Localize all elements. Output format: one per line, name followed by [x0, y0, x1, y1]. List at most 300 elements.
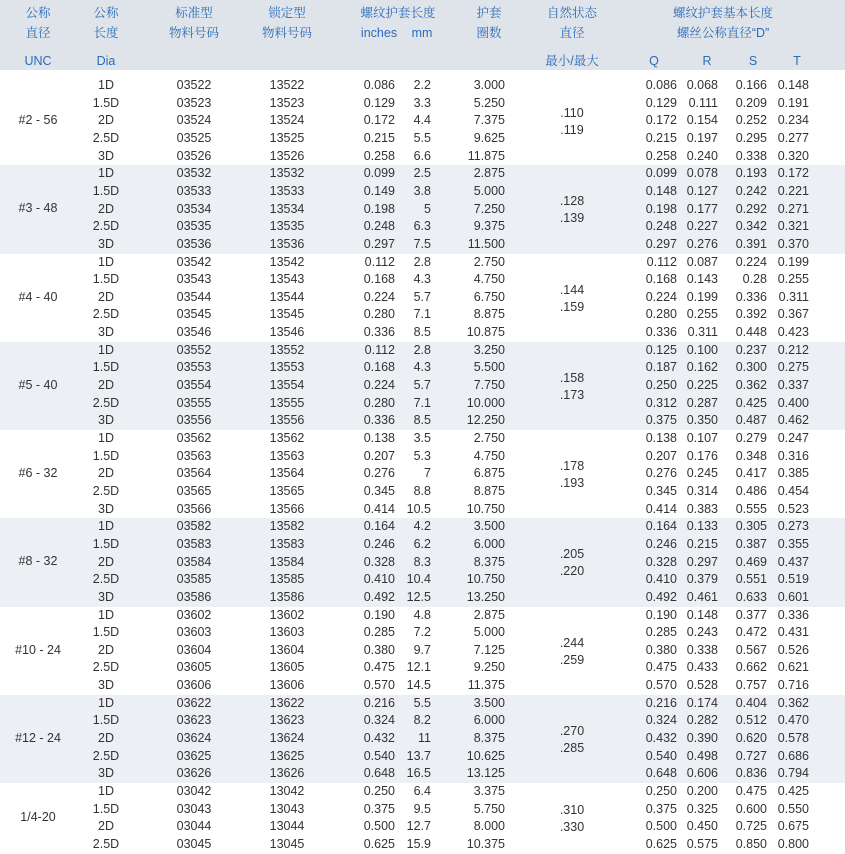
cell-length: 1.5D — [92, 183, 120, 198]
cell-s: 0.336 — [735, 289, 767, 304]
cell-q: 0.414 — [645, 501, 677, 516]
header-free-diameter-line2: 直径 — [559, 26, 585, 40]
cell-coils: 7.250 — [473, 201, 505, 216]
cell-standard-part: 03623 — [176, 713, 212, 728]
cell-mm: 8.5 — [413, 413, 431, 428]
cell-q: 0.312 — [645, 395, 677, 410]
cell-q: 0.224 — [645, 289, 677, 304]
cell-q: 0.248 — [645, 219, 677, 234]
cell-coils: 6.000 — [473, 536, 505, 551]
cell-r: 0.199 — [686, 289, 718, 304]
cell-mm: 2.5 — [413, 166, 431, 181]
cell-mm: 4.4 — [413, 113, 431, 128]
cell-standard-part: 03556 — [176, 413, 212, 428]
cell-standard-part: 03583 — [176, 536, 212, 551]
cell-q: 0.375 — [645, 801, 677, 816]
cell-locking-part: 13586 — [269, 589, 305, 604]
cell-s: 0.300 — [735, 360, 767, 375]
cell-standard-part: 03522 — [176, 78, 212, 92]
cell-q: 0.328 — [645, 554, 677, 569]
cell-standard-part: 03554 — [176, 378, 212, 393]
cell-length: 3D — [98, 236, 114, 251]
cell-length: 2D — [98, 642, 114, 657]
cell-standard-part: 03563 — [176, 448, 212, 463]
cell-standard-part: 03605 — [176, 660, 212, 675]
cell-s: 0.193 — [735, 166, 767, 181]
cell-length: 2.5D — [92, 395, 120, 410]
cell-t: 0.221 — [777, 183, 809, 198]
cell-free-min: .310 — [559, 803, 585, 818]
cell-r: 0.243 — [686, 625, 718, 640]
cell-length: 1D — [98, 519, 114, 534]
cell-t: 0.470 — [777, 713, 809, 728]
cell-s: 0.166 — [735, 78, 767, 92]
cell-t: 0.316 — [777, 448, 809, 463]
cell-free-max: .330 — [559, 820, 585, 835]
cell-mm: 4.3 — [413, 360, 431, 375]
cell-r: 0.087 — [686, 254, 718, 269]
cell-free-min: .244 — [559, 635, 585, 650]
cell-locking-part: 13563 — [269, 448, 305, 463]
cell-t: 0.191 — [777, 95, 809, 110]
cell-q: 0.207 — [645, 448, 677, 463]
header-length-line2: 长度 — [93, 26, 119, 40]
cell-r: 0.379 — [686, 572, 718, 587]
cell-s: 0.850 — [735, 836, 767, 851]
cell-length: 2.5D — [92, 748, 120, 763]
cell-free-max: .285 — [559, 740, 585, 755]
cell-length: 3D — [98, 678, 114, 693]
cell-standard-part: 03586 — [176, 589, 212, 604]
cell-r: 0.068 — [686, 78, 718, 92]
cell-coils: 8.875 — [473, 483, 505, 498]
cell-mm: 6.4 — [413, 784, 431, 798]
cell-length: 2.5D — [92, 660, 120, 675]
cell-s: 0.362 — [735, 378, 767, 393]
cell-r: 0.276 — [686, 236, 718, 251]
cell-locking-part: 13526 — [269, 148, 305, 163]
cell-coils: 10.875 — [466, 325, 505, 340]
cell-length: 2D — [98, 466, 114, 481]
cell-free-max: .139 — [559, 211, 585, 226]
cell-s: 0.551 — [735, 572, 767, 587]
cell-t: 0.675 — [777, 819, 809, 834]
cell-length: 2.5D — [92, 219, 120, 234]
cell-inches: 0.112 — [364, 342, 395, 357]
cell-length: 3D — [98, 413, 114, 428]
cell-inches: 0.375 — [363, 801, 395, 816]
cell-q: 0.250 — [645, 784, 677, 798]
cell-t: 0.362 — [777, 695, 809, 710]
cell-length: 2D — [98, 113, 114, 128]
cell-q: 0.375 — [645, 413, 677, 428]
cell-size: 1/4-20 — [20, 810, 56, 825]
cell-length: 3D — [98, 589, 114, 604]
cell-standard-part: 03603 — [176, 625, 212, 640]
cell-coils: 3.500 — [473, 695, 505, 710]
cell-q: 0.432 — [645, 731, 677, 746]
cell-r: 0.174 — [686, 695, 718, 710]
cell-length: 2D — [98, 819, 114, 834]
cell-standard-part: 03552 — [176, 342, 212, 357]
cell-free-max: .119 — [560, 123, 584, 138]
cell-mm: 5.7 — [413, 378, 431, 393]
cell-free-min: .128 — [559, 194, 585, 209]
cell-size: #2 - 56 — [18, 113, 58, 128]
cell-standard-part: 03045 — [176, 836, 212, 851]
cell-coils: 3.000 — [473, 78, 505, 92]
cell-s: 0.727 — [735, 748, 767, 763]
cell-coils: 8.875 — [473, 307, 505, 322]
cell-mm: 2.8 — [413, 254, 431, 269]
cell-r: 0.287 — [686, 395, 718, 410]
cell-coils: 5.250 — [473, 95, 505, 110]
cell-coils: 13.125 — [466, 766, 505, 781]
cell-locking-part: 13566 — [269, 501, 305, 516]
cell-s: 0.425 — [735, 395, 767, 410]
cell-s: 0.391 — [735, 236, 767, 251]
cell-r: 0.177 — [686, 201, 718, 216]
cell-length: 1.5D — [92, 360, 120, 375]
cell-q: 0.345 — [645, 483, 677, 498]
header-r: R — [702, 54, 712, 68]
cell-s: 0.342 — [735, 219, 767, 234]
cell-mm: 4.3 — [413, 272, 431, 287]
cell-free-max: .159 — [559, 299, 585, 314]
cell-locking-part: 13045 — [269, 836, 305, 851]
cell-r: 0.078 — [686, 166, 718, 181]
cell-length: 1.5D — [92, 625, 120, 640]
cell-r: 0.255 — [686, 307, 718, 322]
cell-standard-part: 03542 — [176, 254, 212, 269]
cell-length: 2.5D — [92, 307, 120, 322]
cell-coils: 13.250 — [466, 589, 505, 604]
cell-inches: 0.172 — [363, 113, 395, 128]
cell-q: 0.475 — [645, 660, 677, 675]
cell-size: #4 - 40 — [18, 289, 58, 304]
cell-r: 0.143 — [686, 272, 718, 287]
cell-inches: 0.224 — [363, 378, 395, 393]
cell-mm: 8.2 — [413, 713, 431, 728]
cell-locking-part: 13522 — [269, 78, 305, 92]
cell-coils: 5.000 — [473, 625, 505, 640]
cell-inches: 0.224 — [363, 289, 395, 304]
cell-s: 0.387 — [735, 536, 767, 551]
header-insert-length: 螺纹护套长度 — [360, 6, 436, 20]
cell-t: 0.519 — [777, 572, 809, 587]
cell-coils: 10.750 — [466, 572, 505, 587]
cell-locking-part: 13582 — [269, 519, 305, 534]
cell-standard-part: 03553 — [176, 360, 212, 375]
cell-standard-part: 03582 — [176, 519, 212, 534]
cell-coils: 3.375 — [473, 784, 505, 798]
cell-locking-part: 13533 — [269, 183, 305, 198]
cell-q: 0.216 — [645, 695, 677, 710]
cell-q: 0.410 — [645, 572, 677, 587]
cell-t: 0.425 — [777, 784, 809, 798]
cell-t: 0.172 — [777, 166, 809, 181]
cell-t: 0.526 — [777, 642, 809, 657]
cell-mm: 3.3 — [413, 95, 431, 110]
cell-coils: 2.750 — [473, 431, 505, 445]
cell-length: 1.5D — [92, 536, 120, 551]
cell-s: 0.209 — [735, 95, 767, 110]
cell-r: 0.390 — [686, 731, 718, 746]
cell-locking-part: 13556 — [269, 413, 305, 428]
cell-coils: 2.875 — [473, 166, 505, 181]
cell-locking-part: 13562 — [269, 431, 305, 445]
cell-t: 0.275 — [777, 360, 809, 375]
cell-free-max: .220 — [559, 564, 585, 579]
cell-q: 0.625 — [645, 836, 677, 851]
cell-r: 0.325 — [686, 801, 718, 816]
cell-inches: 0.345 — [363, 483, 395, 498]
header-s: S — [748, 54, 758, 68]
cell-free-min: .178 — [559, 459, 585, 474]
cell-mm: 7.1 — [413, 395, 431, 410]
cell-q: 0.258 — [645, 148, 677, 163]
cell-inches: 0.198 — [363, 201, 395, 216]
cell-q: 0.246 — [645, 536, 677, 551]
cell-q: 0.570 — [645, 678, 677, 693]
cell-s: 0.555 — [735, 501, 767, 516]
cell-inches: 0.280 — [363, 395, 395, 410]
cell-t: 0.234 — [777, 113, 809, 128]
cell-q: 0.198 — [645, 201, 677, 216]
cell-mm: 4.8 — [413, 607, 431, 622]
cell-standard-part: 03604 — [176, 642, 212, 657]
cell-standard-part: 03584 — [176, 554, 212, 569]
cell-free-max: .173 — [559, 387, 585, 402]
cell-standard-part: 03526 — [176, 148, 212, 163]
cell-locking-part: 13043 — [269, 801, 305, 816]
cell-coils: 6.875 — [473, 466, 505, 481]
cell-locking-part: 13544 — [269, 289, 305, 304]
cell-t: 0.686 — [777, 748, 809, 763]
cell-length: 1D — [98, 784, 114, 798]
cell-r: 0.338 — [686, 642, 718, 657]
cell-length: 1D — [98, 431, 114, 445]
cell-t: 0.321 — [777, 219, 809, 234]
header-length-line3: Dia — [96, 54, 116, 68]
cell-inches: 0.149 — [363, 183, 395, 198]
cell-r: 0.200 — [686, 784, 718, 798]
cell-q: 0.500 — [645, 819, 677, 834]
cell-t: 0.462 — [777, 413, 809, 428]
cell-standard-part: 03534 — [176, 201, 212, 216]
cell-length: 3D — [98, 766, 114, 781]
cell-s: 0.448 — [735, 325, 767, 340]
cell-q: 0.380 — [645, 642, 677, 657]
cell-inches: 0.500 — [363, 819, 395, 834]
cell-mm: 12.7 — [406, 819, 431, 834]
cell-coils: 11.375 — [467, 678, 505, 693]
cell-length: 2.5D — [92, 836, 120, 851]
cell-mm: 5.5 — [413, 695, 431, 710]
cell-s: 0.662 — [735, 660, 767, 675]
cell-r: 0.383 — [686, 501, 718, 516]
header-diameter-line3: UNC — [24, 54, 52, 68]
cell-t: 0.621 — [777, 660, 809, 675]
cell-mm: 7.2 — [413, 625, 431, 640]
cell-t: 0.355 — [777, 536, 809, 551]
cell-standard-part: 03546 — [176, 325, 212, 340]
cell-mm: 5.3 — [413, 448, 431, 463]
cell-q: 0.280 — [645, 307, 677, 322]
cell-locking-part: 13546 — [269, 325, 305, 340]
cell-mm: 11 — [418, 731, 431, 746]
cell-s: 0.28 — [742, 272, 767, 287]
cell-coils: 11.875 — [467, 148, 505, 163]
header-free-diameter-line1: 自然状态 — [546, 6, 598, 20]
cell-coils: 11.500 — [467, 236, 505, 251]
cell-inches: 0.380 — [363, 642, 395, 657]
cell-t: 0.716 — [777, 678, 809, 693]
cell-standard-part: 03533 — [176, 183, 212, 198]
cell-mm: 12.1 — [406, 660, 431, 675]
cell-standard-part: 03545 — [176, 307, 212, 322]
cell-coils: 4.750 — [473, 272, 505, 287]
cell-inches: 0.285 — [363, 625, 395, 640]
cell-locking-part: 13044 — [269, 819, 305, 834]
cell-inches: 0.432 — [363, 731, 395, 746]
header-q: Q — [649, 54, 659, 68]
cell-s: 0.348 — [735, 448, 767, 463]
header-inches: inches — [360, 26, 398, 40]
cell-inches: 0.164 — [363, 519, 395, 534]
cell-standard-part: 03544 — [176, 289, 212, 304]
cell-locking-part: 13603 — [269, 625, 305, 640]
cell-t: 0.523 — [777, 501, 809, 516]
cell-length: 1.5D — [92, 713, 120, 728]
cell-standard-part: 03523 — [176, 95, 212, 110]
cell-t: 0.370 — [777, 236, 809, 251]
cell-s: 0.404 — [735, 695, 767, 710]
cell-t: 0.337 — [777, 378, 809, 393]
header-free-diameter-line3: 最小/最大 — [545, 54, 599, 68]
cell-t: 0.385 — [777, 466, 809, 481]
cell-size: #3 - 48 — [18, 201, 58, 216]
cell-coils: 9.625 — [473, 130, 505, 145]
cell-r: 0.197 — [686, 130, 718, 145]
cell-r: 0.433 — [686, 660, 718, 675]
cell-t: 0.273 — [777, 519, 809, 534]
cell-inches: 0.250 — [363, 784, 395, 798]
cell-mm: 5.5 — [413, 130, 431, 145]
cell-inches: 0.112 — [364, 254, 395, 269]
cell-mm: 10.5 — [406, 501, 431, 516]
cell-free-max: .259 — [559, 652, 585, 667]
cell-free-min: .110 — [560, 106, 584, 121]
cell-s: 0.633 — [735, 589, 767, 604]
cell-q: 0.492 — [645, 589, 677, 604]
cell-inches: 0.328 — [363, 554, 395, 569]
cell-standard-part: 03624 — [176, 731, 212, 746]
cell-t: 0.550 — [777, 801, 809, 816]
cell-q: 0.276 — [645, 466, 677, 481]
cell-s: 0.224 — [735, 254, 767, 269]
cell-coils: 8.000 — [473, 819, 505, 834]
cell-inches: 0.410 — [363, 572, 395, 587]
cell-t: 0.578 — [777, 731, 809, 746]
cell-q: 0.336 — [645, 325, 677, 340]
cell-r: 0.100 — [686, 342, 718, 357]
cell-coils: 9.250 — [473, 660, 505, 675]
cell-length: 2.5D — [92, 572, 120, 587]
cell-s: 0.377 — [735, 607, 767, 622]
cell-coils: 10.750 — [466, 501, 505, 516]
cell-t: 0.400 — [777, 395, 809, 410]
cell-locking-part: 13042 — [269, 784, 305, 798]
cell-length: 2D — [98, 554, 114, 569]
header-coils-line1: 护套 — [476, 6, 502, 20]
cell-coils: 12.250 — [466, 413, 505, 428]
cell-q: 0.129 — [645, 95, 677, 110]
cell-r: 0.575 — [686, 836, 718, 851]
cell-mm: 2.2 — [413, 78, 431, 92]
cell-coils: 4.750 — [473, 448, 505, 463]
cell-q: 0.164 — [645, 519, 677, 534]
cell-coils: 10.375 — [466, 836, 505, 851]
cell-q: 0.285 — [645, 625, 677, 640]
cell-mm: 5.7 — [413, 289, 431, 304]
cell-q: 0.648 — [645, 766, 677, 781]
cell-t: 0.212 — [777, 342, 809, 357]
header-locking-line1: 锁定型 — [268, 6, 306, 20]
cell-s: 0.292 — [735, 201, 767, 216]
cell-t: 0.437 — [777, 554, 809, 569]
cell-mm: 6.6 — [413, 148, 431, 163]
header-t: T — [793, 54, 801, 68]
cell-s: 0.567 — [735, 642, 767, 657]
cell-inches: 0.570 — [363, 678, 395, 693]
cell-s: 0.472 — [735, 625, 767, 640]
cell-coils: 9.375 — [473, 219, 505, 234]
cell-locking-part: 13534 — [269, 201, 305, 216]
cell-r: 0.282 — [686, 713, 718, 728]
cell-size: #5 - 40 — [18, 377, 58, 392]
cell-coils: 10.625 — [466, 748, 505, 763]
cell-inches: 0.248 — [363, 219, 395, 234]
cell-s: 0.279 — [735, 431, 767, 445]
cell-q: 0.297 — [645, 236, 677, 251]
cell-t: 0.271 — [777, 201, 809, 216]
cell-r: 0.297 — [686, 554, 718, 569]
cell-t: 0.794 — [777, 766, 809, 781]
cell-coils: 8.375 — [473, 731, 505, 746]
cell-standard-part: 03606 — [176, 678, 212, 693]
cell-s: 0.392 — [735, 307, 767, 322]
cell-s: 0.295 — [735, 130, 767, 145]
cell-s: 0.487 — [735, 413, 767, 428]
cell-r: 0.127 — [686, 183, 718, 198]
cell-mm: 15.9 — [406, 836, 431, 851]
cell-coils: 7.750 — [473, 378, 505, 393]
cell-s: 0.475 — [735, 784, 767, 798]
cell-standard-part: 03525 — [176, 130, 212, 145]
cell-q: 0.324 — [645, 713, 677, 728]
cell-locking-part: 13545 — [269, 307, 305, 322]
cell-length: 3D — [98, 501, 114, 516]
cell-t: 0.320 — [777, 148, 809, 163]
cell-r: 0.227 — [686, 219, 718, 234]
cell-t: 0.277 — [777, 130, 809, 145]
cell-t: 0.423 — [777, 325, 809, 340]
cell-length: 2.5D — [92, 130, 120, 145]
cell-standard-part: 03622 — [176, 695, 212, 710]
cell-coils: 10.000 — [466, 395, 505, 410]
cell-locking-part: 13555 — [269, 395, 305, 410]
